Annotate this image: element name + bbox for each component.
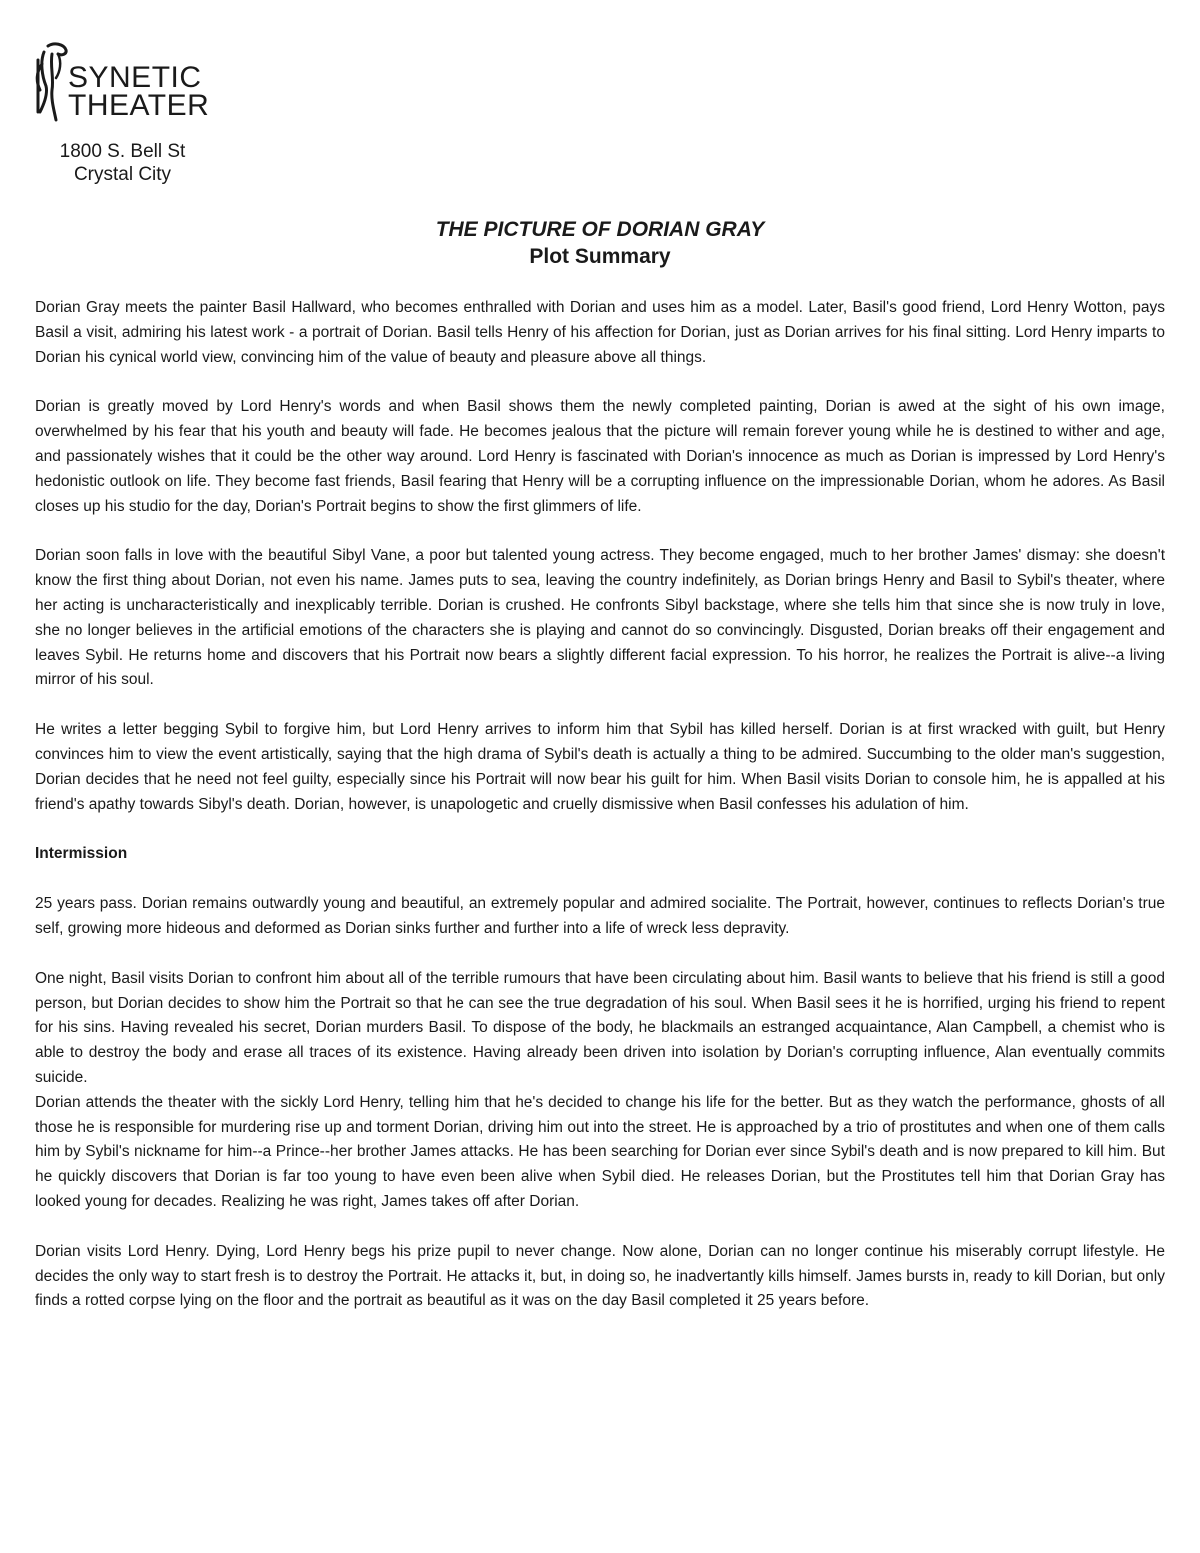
- title-block: [0, 216, 1200, 270]
- intermission-heading: Intermission: [35, 845, 128, 863]
- theater-logo: [34, 42, 214, 124]
- address-city: Crystal City: [73, 164, 172, 185]
- logo-line-2: THEATER: [68, 89, 210, 122]
- logo-line-1: SYNETIC: [68, 61, 202, 94]
- paragraph: 25 years pass. Dorian remains outwardly young and beautiful, an extremely popular and admired socialite. The Portrait, however, continues to reflects Dorian's true self, growing more hideous and deformed as Dorian sinks further and further into a life of wreck less depravity.: [35, 895, 1165, 937]
- paragraph: Dorian soon falls in love with the beautiful Sibyl Vane, a poor but talented young actress. They become engaged, much to her brother James' dismay: she doesn't know the first thing about Dorian, not even his name. James puts to sea, leaving the country indefinitely, as Dorian brings Henry and Basil to Sybil's theater, where her acting is uncharacteristically and inexplicably terrible. Dorian is crushed. He confronts Sibyl backstage, where she tells him that since she is now truly in love, she no longer believes in the artificial emotions of the characters she is playing and cannot do so convincingly. Disgusted, Dorian breaks off their engagement and leaves Sybil. He returns home and discovers that his Portrait now bears a slightly different facial expression. To his horror, he realizes the Portrait is alive--a living mirror of his soul.: [35, 547, 1165, 689]
- plot-summary-body: [35, 296, 1165, 1339]
- paragraph: One night, Basil visits Dorian to confront him about all of the terrible rumours that have been circulating about him. Basil wants to believe that his friend is still a good person, but Dorian decides to show him the Portrait so that he can see the true degradation of his soul. When Basil sees it he is horrified, urging his friend to repent for his sins. Having revealed his secret, Dorian murders Basil. To dispose of the body, he blackmails an estranged acquaintance, Alan Campbell, a chemist who is able to destroy the body and erase all traces of its existence. Having already been driven into isolation by Dorian's corrupting influence, Alan eventually commits suicide.: [35, 969, 1165, 1086]
- address-block: [40, 140, 205, 186]
- address-street: 1800 S. Bell St: [59, 141, 186, 162]
- paragraph: Dorian Gray meets the painter Basil Hallward, who becomes enthralled with Dorian and uses him as a model. Later, Basil's good friend, Lord Henry Wotton, pays Basil a visit, admiring his latest work - a portrait of Dorian. Basil tells Henry of his affection for Dorian, just as Dorian arrives for his final sitting. Lord Henry imparts to Dorian his cynical world view, convincing him of the value of beauty and pleasure above all things.: [35, 299, 1165, 366]
- paragraph: He writes a letter begging Sybil to forgive him, but Lord Henry arrives to inform him that Sybil has killed herself. Dorian is at first wracked with guilt, but Henry convinces him to view the event artistically, saying that the high drama of Sybil's death is actually a thing to be admired. Succumbing to the older man's suggestion, Dorian decides that he need not feel guilty, especially since his Portrait will now bear his guilt for him. When Basil visits Dorian to console him, he is appalled at his friend's apathy towards Sibyl's death. Dorian, however, is unapologetic and cruelly dismissive when Basil confesses his adulation of him.: [35, 721, 1165, 813]
- paragraph: Dorian attends the theater with the sickly Lord Henry, telling him that he's decided to change his life for the better. But as they watch the performance, ghosts of all those he is responsible for murdering rise up and torment Dorian, driving him out into the street. He is approached by a trio of prostitutes and when one of them calls him by Sybil's nickname for him--a Prince--her brother James attacks. He has been searching for Dorian ever since Sybil's death and is now prepared to kill him. But he quickly discovers that Dorian is far too young to have even been alive when Sybil died. He releases Dorian, but the Prostitutes tell him that Dorian Gray has looked young for decades. Realizing he was right, James takes off after Dorian.: [35, 1093, 1165, 1210]
- document-subtitle: Plot Summary: [529, 245, 671, 268]
- paragraph: Dorian is greatly moved by Lord Henry's words and when Basil shows them the newly completed painting, Dorian is awed at the sight of his own image, overwhelmed by his fear that his youth and beauty will fade. He becomes jealous that the picture will remain forever young while he is destined to wither and age, and passionately wishes that it could be the other way around. Lord Henry is fascinated with Dorian's innocence as much as Dorian is impressed by Lord Henry's hedonistic outlook on life. They become fast friends, Basil fearing that Henry will be a corrupting influence on the impressionable Dorian, whom he adores. As Basil closes up his studio for the day, Dorian's Portrait begins to show the first glimmers of life.: [35, 398, 1165, 515]
- paragraph: Dorian visits Lord Henry. Dying, Lord Henry begs his prize pupil to never change. Now alone, Dorian can no longer continue his miserably corrupt lifestyle. He decides the only way to start fresh is to destroy the Portrait. He attacks it, but, in doing so, he inadvertantly kills himself. James bursts in, ready to kill Dorian, but only finds a rotted corpse lying on the floor and the portrait as beautiful as it was on the day Basil completed it 25 years before.: [35, 1242, 1165, 1310]
- document-title: THE PICTURE OF DORIAN GRAY: [435, 218, 765, 241]
